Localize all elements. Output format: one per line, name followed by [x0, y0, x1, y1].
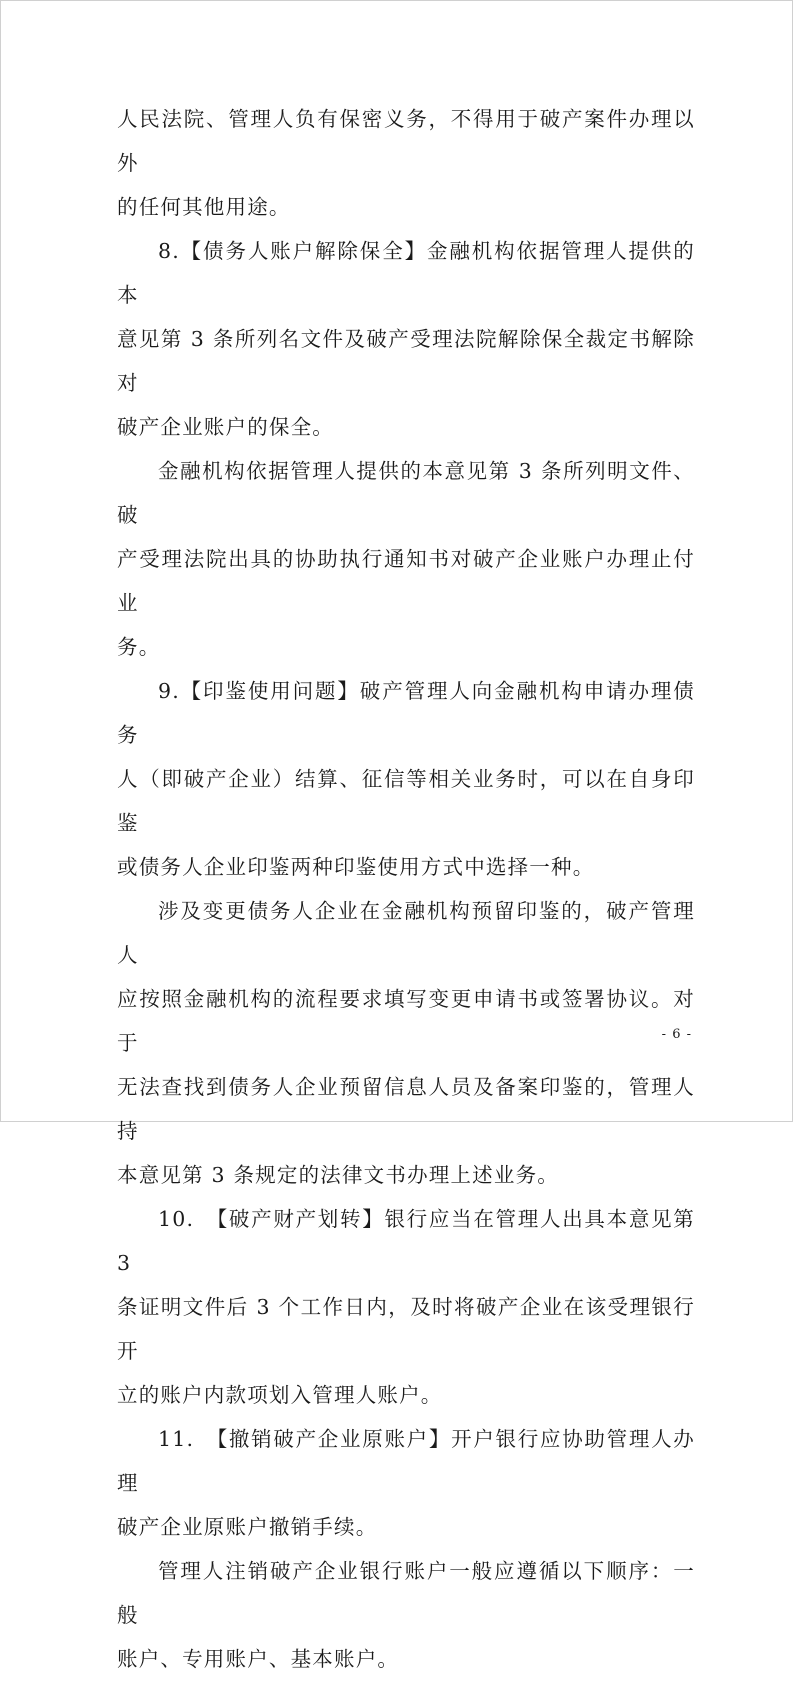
- text-line: 8.【债务人账户解除保全】金融机构依据管理人提供的本: [117, 239, 695, 307]
- text-line: 无法查找到债务人企业预留信息人员及备案印鉴的，管理人持: [117, 1075, 695, 1143]
- text-line: 破产企业原账户撤销手续。: [117, 1515, 378, 1539]
- paragraph: [117, 1417, 695, 1549]
- document-body: [117, 97, 717, 1681]
- text-line: 立的账户内款项划入管理人账户。: [117, 1383, 443, 1407]
- paragraph: [117, 229, 695, 449]
- text-line: 9.【印鉴使用问题】破产管理人向金融机构申请办理债务: [117, 679, 695, 747]
- text-line: 管理人注销破产企业银行账户一般应遵循以下顺序：一般: [117, 1559, 695, 1627]
- page-number: - 6 -: [661, 1027, 692, 1042]
- text-line: 产受理法院出具的协助执行通知书对破产企业账户办理止付业: [117, 547, 695, 615]
- text-line: 人（即破产企业）结算、征信等相关业务时，可以在自身印鉴: [117, 767, 695, 835]
- text-line: 涉及变更债务人企业在金融机构预留印鉴的，破产管理人: [117, 899, 695, 967]
- paragraph: [117, 97, 695, 229]
- text-line: 本意见第 3 条规定的法律文书办理上述业务。: [117, 1163, 559, 1187]
- text-line: 10. 【破产财产划转】银行应当在管理人出具本意见第 3: [117, 1207, 717, 1275]
- paragraph: [117, 1197, 717, 1417]
- text-line: 务。: [117, 635, 161, 659]
- paragraph: [117, 1549, 695, 1681]
- text-line: 的任何其他用途。: [117, 195, 291, 219]
- text-line: 金融机构依据管理人提供的本意见第 3 条所列明文件、破: [117, 459, 695, 527]
- paragraph: [117, 669, 695, 889]
- text-line: 破产企业账户的保全。: [117, 415, 334, 439]
- text-line: 条证明文件后 3 个工作日内，及时将破产企业在该受理银行开: [117, 1295, 695, 1363]
- text-line: 意见第 3 条所列名文件及破产受理法院解除保全裁定书解除对: [117, 327, 695, 395]
- text-line: 应按照金融机构的流程要求填写变更申请书或签署协议。对于: [117, 987, 695, 1055]
- paragraph: [117, 889, 695, 1197]
- text-line: 账户、专用账户、基本账户。: [117, 1647, 400, 1671]
- text-line: 11. 【撤销破产企业原账户】开户银行应协助管理人办理: [117, 1427, 695, 1495]
- text-line: 人民法院、管理人负有保密义务，不得用于破产案件办理以外: [117, 107, 695, 175]
- text-line: 或债务人企业印鉴两种印鉴使用方式中选择一种。: [117, 855, 595, 879]
- paragraph: [117, 449, 695, 669]
